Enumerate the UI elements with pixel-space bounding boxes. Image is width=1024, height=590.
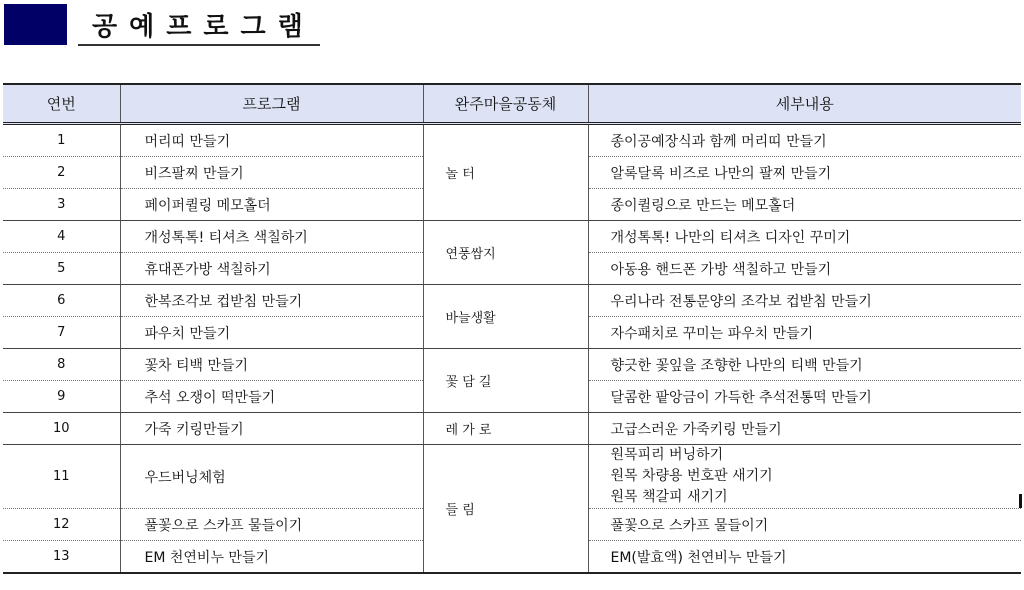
row-detail: 종이퀼링으로 만드는 메모홀더 — [588, 189, 1021, 221]
title-block-decoration — [4, 4, 67, 45]
row-program: 비즈팔찌 만들기 — [120, 157, 423, 189]
row-community: 레 가 로 — [423, 413, 588, 445]
row-community: 들 림 — [423, 445, 588, 574]
row-community: 꽃 담 길 — [423, 349, 588, 413]
row-no: 9 — [3, 381, 120, 413]
row-no: 13 — [3, 541, 120, 574]
row-program: 추석 오쟁이 떡만들기 — [120, 381, 423, 413]
row-program: 머리띠 만들기 — [120, 124, 423, 157]
header-program: 프로그램 — [120, 84, 423, 124]
row-community: 놀 터 — [423, 124, 588, 221]
row-program: 개성톡톡! 티셔츠 색칠하기 — [120, 221, 423, 253]
row-no: 1 — [3, 124, 120, 157]
table-row — [3, 285, 1021, 317]
row-program: 페이퍼퀼링 메모홀더 — [120, 189, 423, 221]
row-detail: 자수패치로 꾸미는 파우치 만들기 — [588, 317, 1021, 349]
table-row — [3, 445, 1021, 509]
detail-line: 원목피리 버닝하기 — [610, 447, 724, 463]
table-row — [3, 349, 1021, 381]
row-no: 4 — [3, 221, 120, 253]
row-program: 우드버닝체험 — [120, 445, 423, 509]
row-detail: 종이공예장식과 함께 머리띠 만들기 — [588, 124, 1021, 157]
header-detail: 세부내용 — [588, 84, 1021, 124]
row-no: 3 — [3, 189, 120, 221]
table-row — [3, 124, 1021, 157]
row-community: 연풍쌈지 — [423, 221, 588, 285]
row-detail: EM(발효액) 천연비누 만들기 — [588, 541, 1021, 574]
row-program: 풀꽃으로 스카프 물들이기 — [120, 509, 423, 541]
program-table — [3, 83, 1021, 574]
row-detail: 향긋한 꽃잎을 조향한 나만의 티백 만들기 — [588, 349, 1021, 381]
detail-line: 원목 차량용 번호판 새기기 — [610, 468, 773, 484]
row-program: EM 천연비누 만들기 — [120, 541, 423, 574]
title-underline — [78, 44, 320, 46]
row-no: 5 — [3, 253, 120, 285]
row-detail: 풀꽃으로 스카프 물들이기 — [588, 509, 1021, 541]
row-detail: 알록달록 비즈로 나만의 팔찌 만들기 — [588, 157, 1021, 189]
row-program: 한복조각보 컵받침 만들기 — [120, 285, 423, 317]
row-no: 10 — [3, 413, 120, 445]
header-no: 연번 — [3, 84, 120, 124]
row-program: 휴대폰가방 색칠하기 — [120, 253, 423, 285]
row-detail: 우리나라 전통문양의 조각보 컵받침 만들기 — [588, 285, 1021, 317]
row-detail: 고급스러운 가죽키링 만들기 — [588, 413, 1021, 445]
row-detail: 아동용 핸드폰 가방 색칠하고 만들기 — [588, 253, 1021, 285]
row-no: 6 — [3, 285, 120, 317]
row-program: 가죽 키링만들기 — [120, 413, 423, 445]
table-header-row — [3, 84, 1021, 124]
table-row — [3, 413, 1021, 445]
header-community: 완주마을공동체 — [423, 84, 588, 124]
row-no: 11 — [3, 445, 120, 509]
row-no: 7 — [3, 317, 120, 349]
row-program: 꽃차 티백 만들기 — [120, 349, 423, 381]
row-detail: 달콤한 팥앙금이 가득한 추석전통떡 만들기 — [588, 381, 1021, 413]
row-detail — [588, 445, 1021, 509]
row-no: 8 — [3, 349, 120, 381]
detail-line: 원목 책갈피 새기기 — [610, 489, 728, 505]
row-no: 2 — [3, 157, 120, 189]
page-title: 공예프로그램 — [92, 12, 315, 42]
row-no: 12 — [3, 509, 120, 541]
table-row — [3, 221, 1021, 253]
text-cursor-mark — [1019, 494, 1022, 508]
row-community: 바늘생활 — [423, 285, 588, 349]
row-program: 파우치 만들기 — [120, 317, 423, 349]
row-detail: 개성톡톡! 나만의 티셔츠 디자인 꾸미기 — [588, 221, 1021, 253]
